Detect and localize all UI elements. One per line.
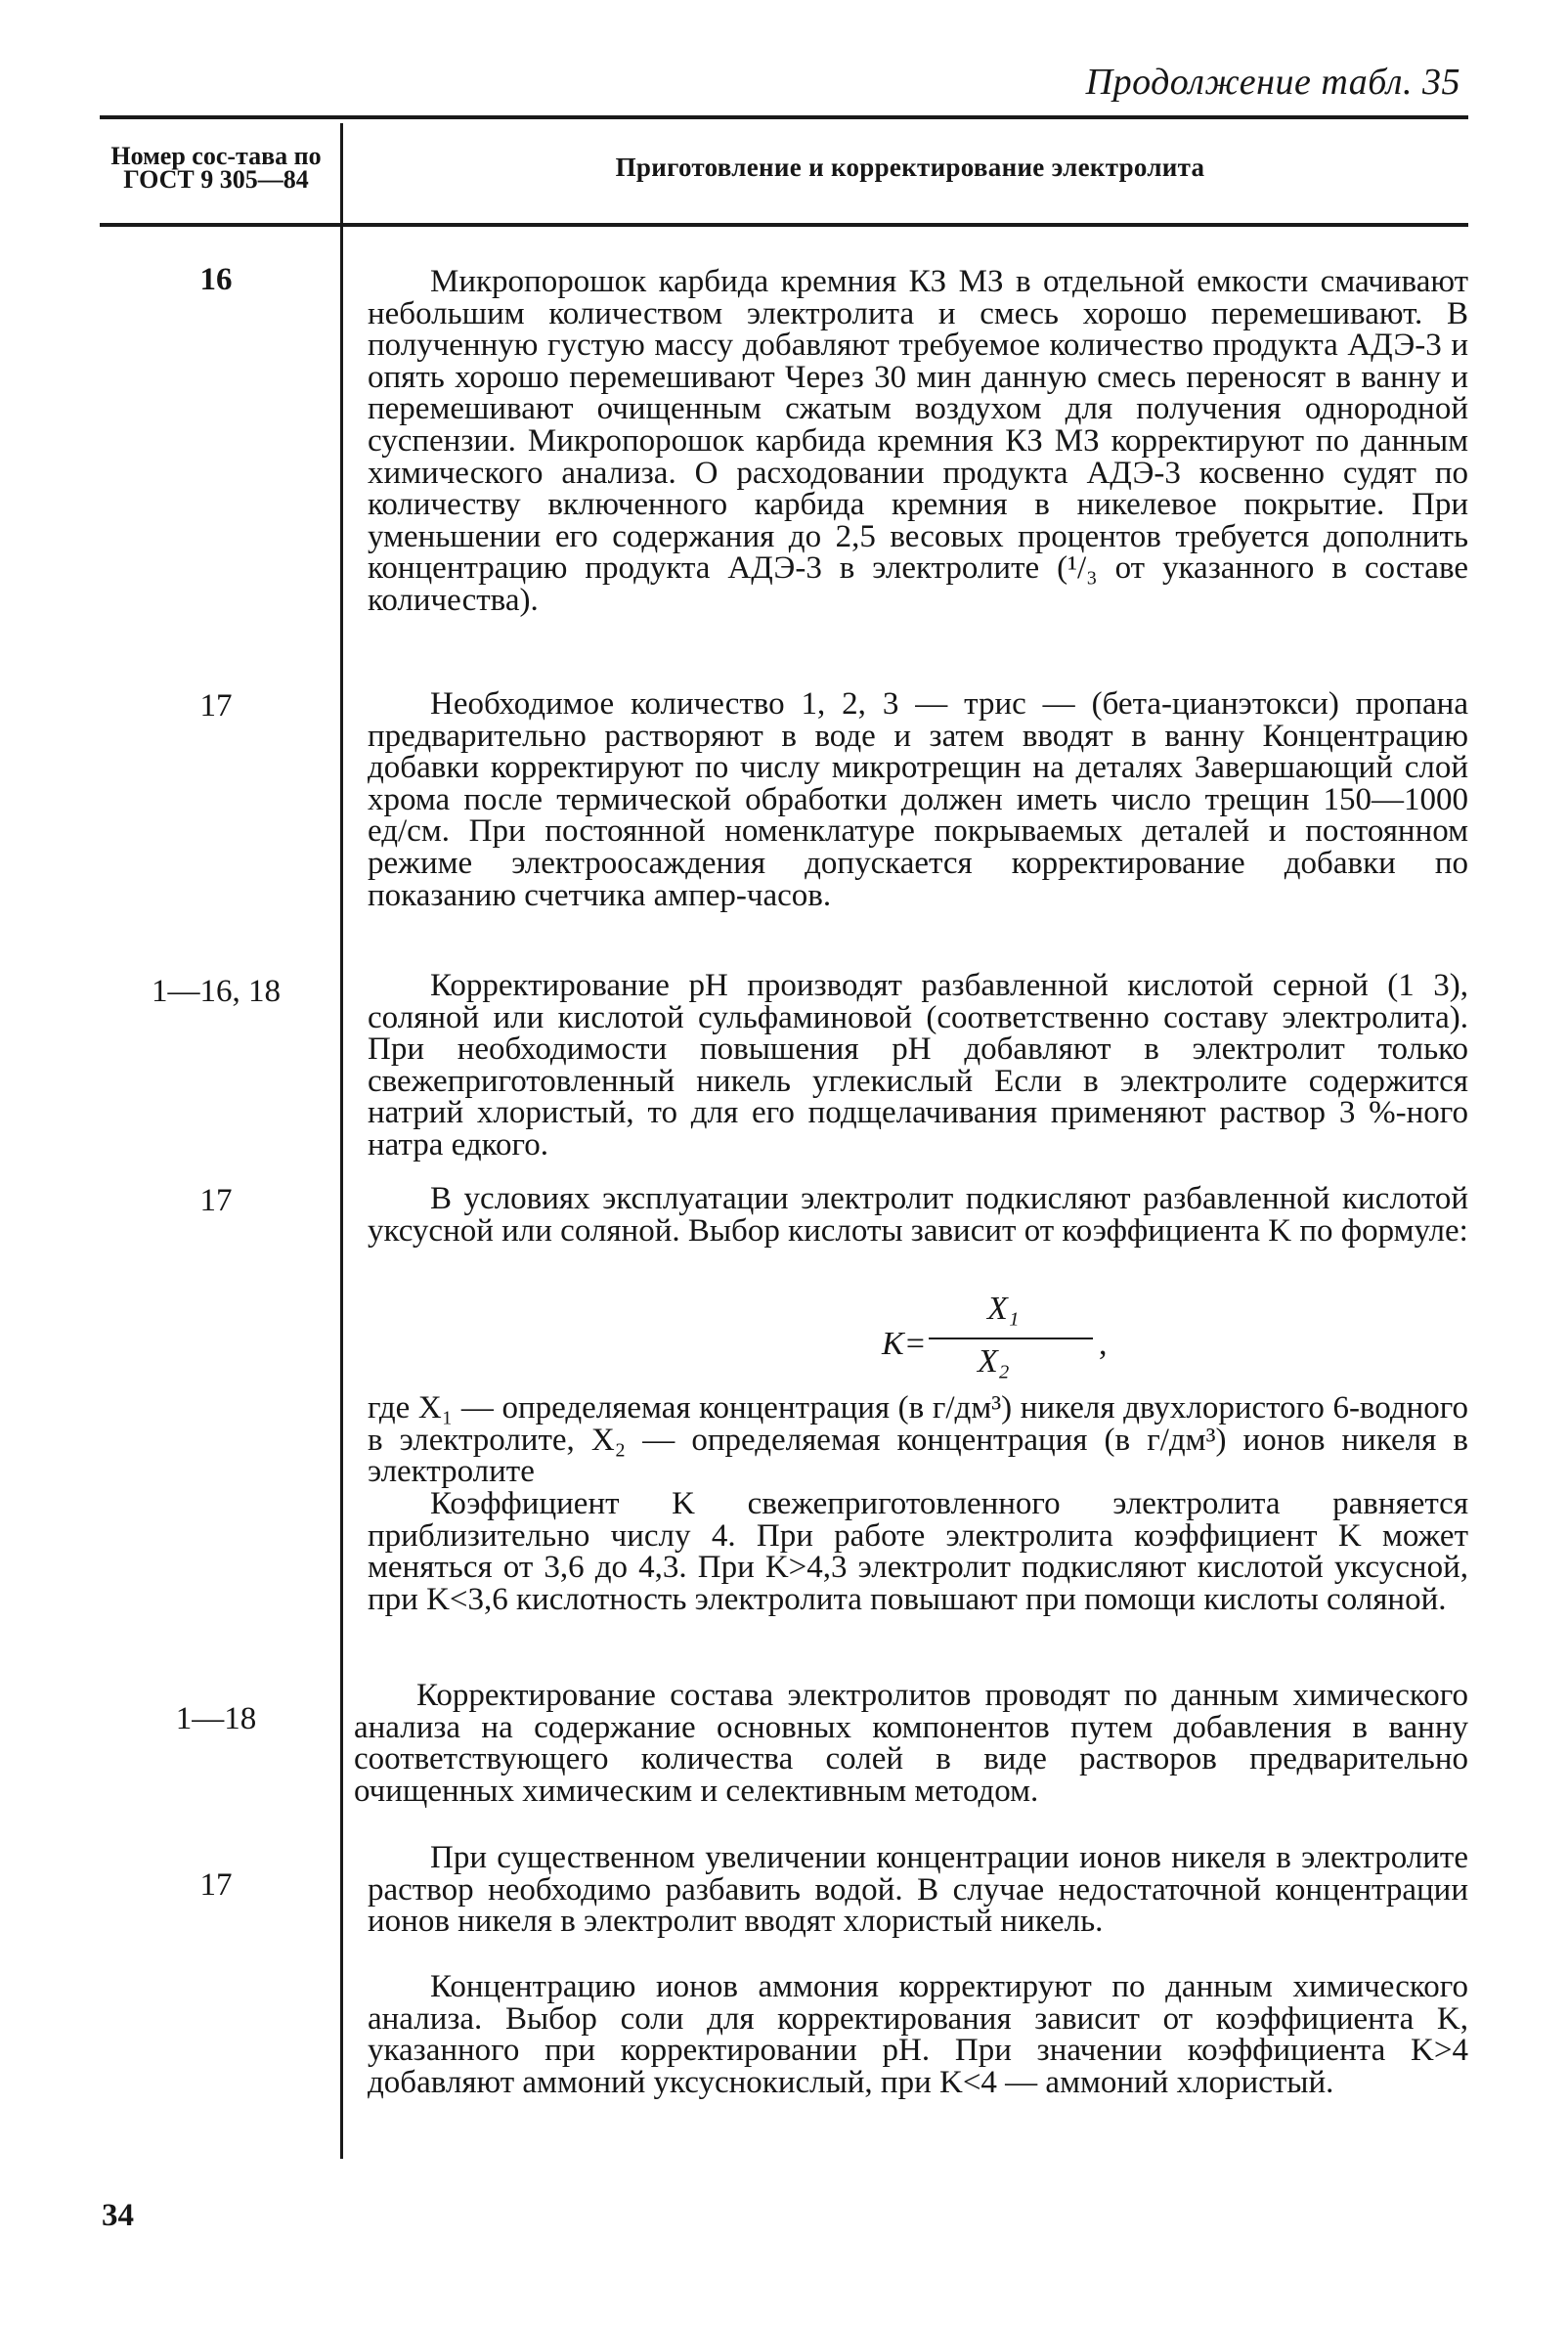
header-col-number: Номер сос-тава по ГОСТ 9 305—84 — [110, 142, 322, 194]
formula-punct: , — [1099, 1326, 1108, 1362]
paragraph-acid-choice: В условиях эксплуатации электролит подкисляют разбавленной кислотой уксусной или соляной. Выбор кислоты зависит от коэффициента K по формуле: — [368, 1181, 1468, 1249]
paragraph-formula-legend: где X₁ — определяемая концентрация (в г/дм³) никеля двухлористого 6-водного в электролите, X₂ — определяемая концентрация (в г/дм³) ионов никеля в электролите — [368, 1390, 1468, 1490]
paragraph-adde3: Микропорошок карбида кремния КЗ МЗ в отдельной емкости смачивают небольшим количеством электролита и смесь хорошо перемешивают. В полученную густую массу добавляют требуемое количество продукта АДЭ-3 и опять хорошо перемешивают Через 30 мин данную смесь переносят в ванну и перемешивают очищенным сжатым воздухом для получения однородной суспензии. Микропорошок карбида кремния КЗ МЗ корректируют по данным химического анализа. О расходовании продукта АДЭ-3 косвенно судят по количеству включенного карбида кремния в никелевое покрытие. При уменьшении его содержания до 2,5 весовых процентов требуется дополнить концентрацию продукта АДЭ-3 в электролите (¹/₃ от указанного в составе количества). — [368, 264, 1468, 618]
row-number: 17 — [199, 1183, 233, 1218]
formula-denominator: X₂ — [978, 1343, 1010, 1380]
row-number: 17 — [199, 1867, 233, 1903]
row-number: 16 — [199, 262, 233, 297]
paragraph-ph: Корректирование pH производят разбавленной кислотой серной (1 3), соляной или кислотой сульфаминовой (соответственно составу электролита). При необходимости повышения pH добавляют в электролит только свежеприготовленный никель углекислый Если в электролите содержится натрий хлористый, то для его подщелачивания применяют раствор 3 %-ного натра едкого. — [368, 968, 1468, 1162]
table-caption: Продолжение табл. 35 — [1085, 62, 1460, 103]
formula-numerator: X₁ — [987, 1291, 1020, 1327]
formula-k — [860, 1289, 1114, 1396]
header-col-preparation: Приготовление и корректирование электролита — [615, 153, 1205, 182]
paragraph-coefficient: Коэффициент K свежеприготовленного электролита равняется приблизительно числу 4. При работе электролита коэффициент K может меняться от 3,6 до 4,3. При K>4,3 электролит подкисляют кислотой уксусной, при K<3,6 кислотность электролита повышают при помощи кислоты соляной. — [368, 1486, 1468, 1617]
table-column-divider — [340, 123, 343, 2159]
table-top-rule — [100, 115, 1468, 119]
paragraph-dilution: При существенном увеличении концентрации ионов никеля в электролите раствор необходимо разбавить водой. В случае недостаточной концентрации ионов никеля в электролит вводят хлористый никель. — [368, 1840, 1468, 1940]
paragraph-composition: Корректирование состава электролитов проводят по данным химического анализа на содержание основных компонентов путем добавления в ванну соответствующего количества солей в виде растворов предварительно очищенных химическим и селективным методом. — [354, 1678, 1468, 1809]
paragraph-tris: Необходимое количество 1, 2, 3 — трис — (бета-цианэтокси) пропана предварительно растворяют в воде и затем вводят в ванну Концентрацию добавки корректируют по числу микротрещин на деталях Завершающий слой хрома после термической обработки должен иметь число трещин 150—1000 ед/см. При постоянной номенклатуре покрываемых деталей и постоянном режиме электроосаждения допускается корректирование добавки по показанию счетчика ампер-часов. — [368, 686, 1468, 913]
row-number: 1—18 — [175, 1701, 257, 1736]
page-number: 34 — [102, 2198, 134, 2233]
row-number: 17 — [199, 688, 233, 724]
paragraph-ammonium: Концентрацию ионов аммония корректируют по данным химического анализа. Выбор соли для корректирования зависит от коэффициента K, указанного при корректировании pH. При значении коэффициента K>4 добавляют аммоний уксуснокислый, при K<4 — аммоний хлористый. — [368, 1969, 1468, 2100]
formula-fraction-bar — [929, 1338, 1093, 1339]
row-number: 1—16, 18 — [152, 974, 281, 1009]
table-header-rule — [100, 223, 1468, 227]
formula-lhs: K= — [882, 1326, 927, 1362]
